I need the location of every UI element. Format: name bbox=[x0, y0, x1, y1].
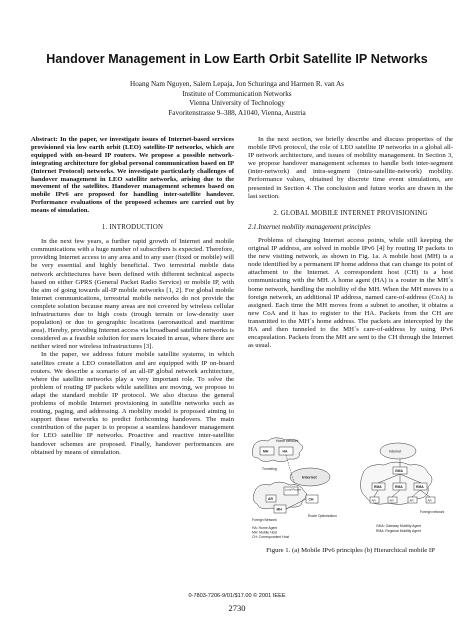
ar-label-b2: AR bbox=[389, 498, 394, 503]
section2-paragraph-1: Problems of changing Internet access points, while still keeping the original IP address, are solved in mobile IPv6 [4] by routing IP packets to the new visiting network, as shown in Fig. 1a. A mobile host (MH) is a node identified by a permanent IP home address that can change its point of attachment to the Internet. A correspondent host (CH) is a host communicating with the MH. A home agent (HA) is a router in the MH´s home network, handling the mobility of the MH. When the MH moves to a foreign network, an additional IP address, named care-of-address (CoA) is assigned. Each time the MH moves from a subnet to another, it obtains a new CoA and it has to register to the HA. Packets from the CH are transmitted to the MH´s home address. The packets are intercepted by the HA and then tunneled to the MH´s care-of-address by using IPv6 encapsulation. Packets from the MH are sent to the CH through the Internet as usual. bbox=[248, 236, 453, 350]
author-names: Hoang Nam Nguyen, Salem Lepaja, Jon Schuringa and Harmen R. van As bbox=[130, 80, 344, 88]
ch-label: CH bbox=[308, 497, 314, 502]
mh-foreign-label: MH bbox=[276, 507, 282, 512]
legend-gma: GMA: Gateway Mobility Agent bbox=[376, 524, 422, 528]
tunneling-label: Tunneling bbox=[262, 467, 277, 471]
figure-caption: Figure 1. (a) Mobile IPv6 principles (b) Hierarchical mobile IP bbox=[266, 547, 435, 554]
right-column bbox=[248, 136, 453, 350]
rma-label-3: RMA bbox=[416, 485, 424, 489]
mh-home-label: MH bbox=[263, 449, 269, 454]
figure-1-diagram bbox=[246, 437, 454, 543]
legend-rma: RMA: Regional Mobility Agent bbox=[376, 529, 421, 533]
rma-label-1: RMA bbox=[374, 485, 382, 489]
home-network-label: Home Network bbox=[276, 439, 299, 443]
paper-title: Handover Management in Low Earth Orbit Satellite IP Networks bbox=[46, 52, 428, 66]
rma-label-2: RMA bbox=[395, 485, 403, 489]
legend-ha: HA: Home Agent bbox=[252, 526, 278, 530]
abstract: Abstract: In the paper, we investigate issues of Internet-based services provisioned via low earth orbit (LEO) satellite-IP networks, which are equipped with on-board IP routers. We propose a possible network-integrating architecture for global personal communication based on IP (Internet Protocol) networks. We investigate particularly challenges of handover management in LEO satellite networks, arising due to the movement of the satellites. Handover management schemes based on mobile IPv6 are proposed for handling inter-satellite handover. Performance evaluations of the proposed schemes are carried out by means of simulation. bbox=[31, 136, 234, 215]
legend-ch: CH: Correspondent Host bbox=[252, 535, 290, 539]
author-institute: Institute of Communication Networks bbox=[182, 89, 292, 98]
author-university: Vienna University of Technology bbox=[189, 99, 285, 108]
route-opt-label: Route Optimization bbox=[308, 514, 337, 518]
internet-label-b: Internet bbox=[389, 449, 402, 454]
gma-label: GMA bbox=[395, 469, 403, 473]
author-address: Favoritenstrasse 9–388, A1040, Vienna, Austria bbox=[168, 108, 306, 117]
copyright-footer: 0-7803-7206-9/01/$17.00 © 2001 IEEE bbox=[188, 593, 286, 599]
ar-label-b1: AR bbox=[371, 498, 376, 503]
figure-1 bbox=[246, 437, 454, 543]
ar-label-b3: AR bbox=[409, 498, 414, 503]
page-number: 2730 bbox=[228, 603, 246, 613]
intro-paragraph-2: In the paper, we address future mobile satellite systems, in which satellites create a LEO constellation and are equipped with IP on-board routers. We describe a scenario of an all-IP global network architecture, where the satellite networks play a very important role. To solve the problem of routing IP packets while satellites are moving, we propose to adapt the standard mobile IP protocol. We also discuss the general problems of mobile Internet provisioning in satellite networks such as routing, paging, and addressing. A mobility model is proposed aiming to support these networks to predict forthcoming handovers. The main contribution of the paper is to propose a seamless handover management for LEO satellite IP networks. Proactive and reactive inter-satellite handover schemes are proposed. Finally, handover performances are obtained by means of simulation. bbox=[31, 351, 234, 456]
ar-label-b4: AR bbox=[427, 498, 432, 503]
internet-label: Internet bbox=[302, 474, 317, 480]
local-router-label: Local Router bbox=[285, 487, 301, 492]
ar-label: AR bbox=[268, 497, 273, 501]
foreign-network-label-b: Foreign network bbox=[420, 510, 445, 514]
section-heading-introduction: 1. INTRODUCTION bbox=[101, 224, 164, 232]
left-column bbox=[31, 136, 234, 457]
intro-paragraph-1: In the next few years, a further rapid growth of Internet and mobile communications with a huge number of subscribers is expected. Therefore, providing Internet access to any area and to any user (fixed or mobile) will be very essential and highly beneficial. Two terrestrial mobile data network architectures have been defined with different technical aspects based on either GPRS (General Packet Radio Service) or mobile IP, with the aim of going towards all-IP mobile networks [1, 2]. For global mobile Internet communications, terrestrial mobile networks do not provide the complete solution because many areas are not covered by wireless cellular infrastructures due to high costs (trough terrain or low-density user population) or due to geographic locations (aeronautical and maritime area). Hereby, providing Internet access via broadband satellite networks is considered as a feasible solution for users located in areas, where there are neither wired nor wireless infrastructures [3]. bbox=[31, 238, 234, 351]
subsection-heading: 2.1.Internet mobility management principles bbox=[248, 223, 371, 231]
legend-mh: MH: Mobile Host bbox=[252, 530, 278, 535]
foreign-network-label: Foreign Network bbox=[252, 518, 277, 522]
intro-paragraph-3: In the next section, we briefly describe and discuss properties of the mobile IPv6 protocol, the role of LEO satellite IP networks in a global all-IP network architecture, and issues of mobility management. In Section 3, we propose handover management schemes to handle both inter-segment (inter-network) and intra-segment (intra-satellite-network) mobility. Performance values, obtained by discrete time event simulations, are presented in Section 4. The conclusion and future works are drawn in the last section. bbox=[248, 136, 453, 200]
section-heading-global-mobile: 2. GLOBAL MOBILE INTERNET PROVISIONING bbox=[273, 209, 428, 217]
ha-label: HA bbox=[282, 449, 288, 454]
author-block bbox=[0, 80, 474, 118]
